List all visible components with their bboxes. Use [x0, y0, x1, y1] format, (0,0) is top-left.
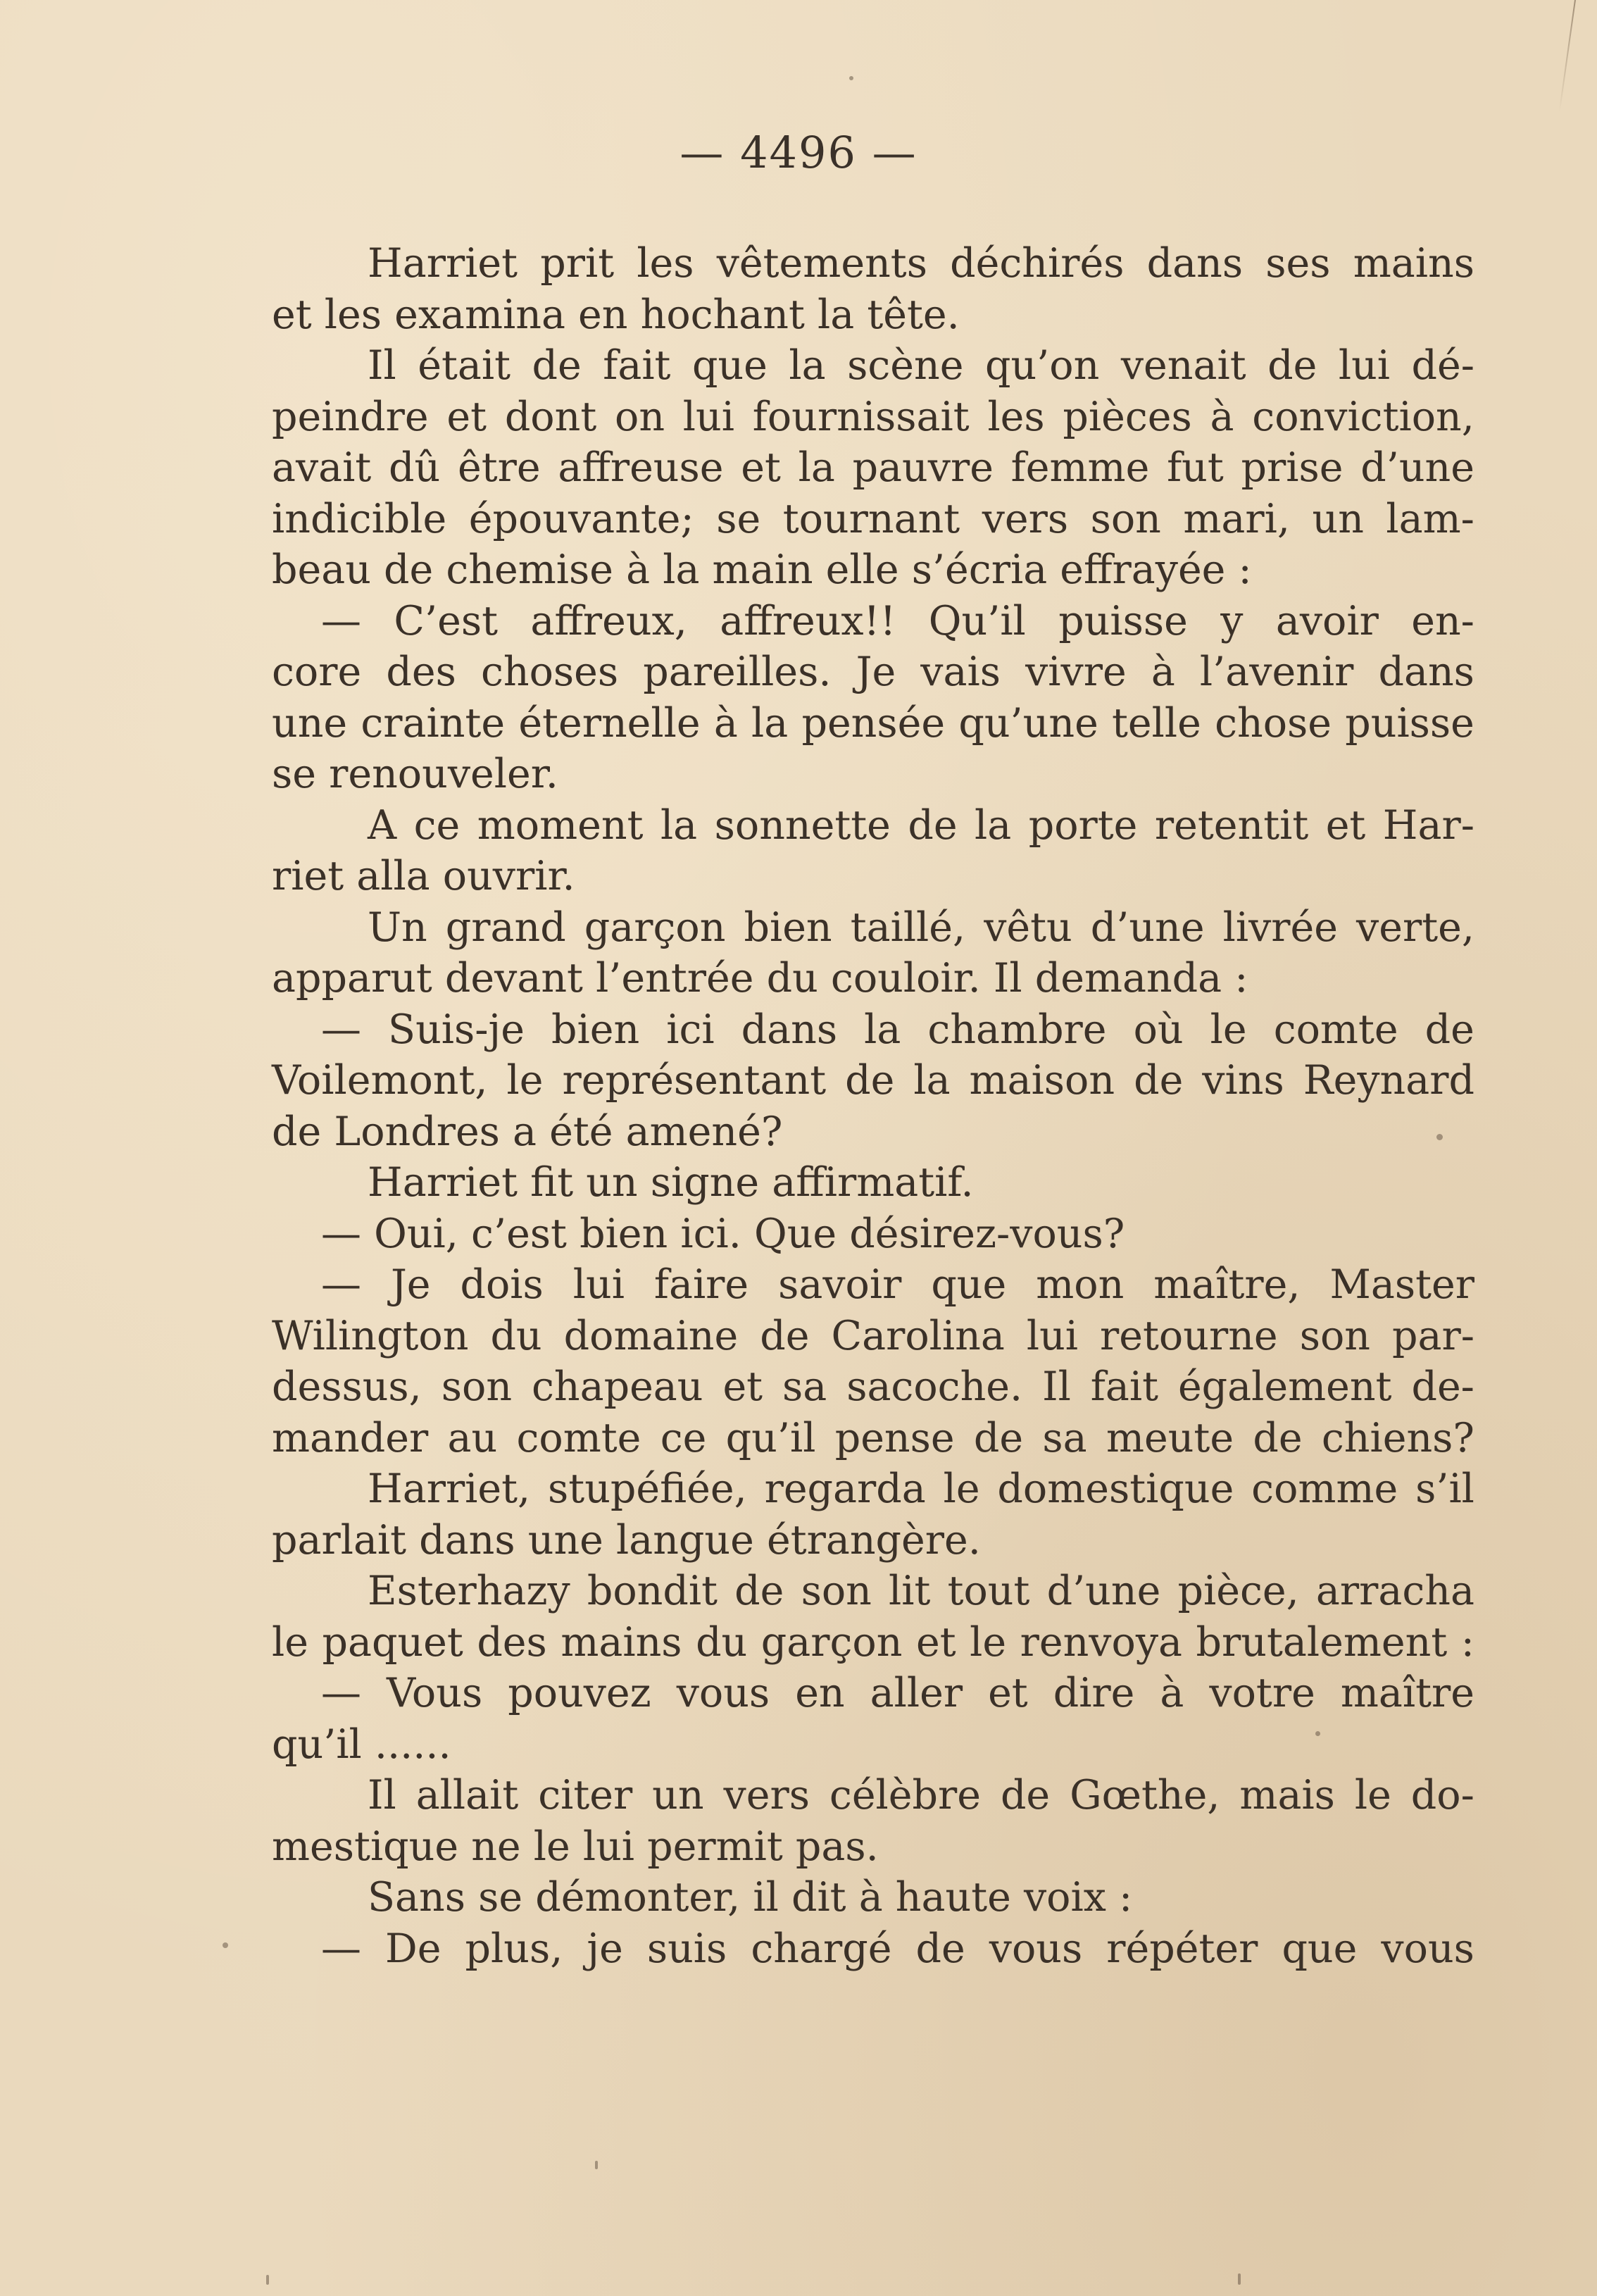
word: stupéfiée, — [548, 1466, 747, 1512]
word: dessus, — [272, 1364, 422, 1410]
word: sa — [1042, 1414, 1087, 1461]
word: je — [587, 1925, 623, 1972]
line-text: riet alla ouvrir. — [272, 853, 575, 899]
word: affreux, — [530, 597, 687, 644]
word: Har- — [1382, 801, 1474, 849]
text-line — [272, 1361, 1474, 1413]
word: regarda — [764, 1466, 926, 1512]
word: maison — [969, 1057, 1115, 1104]
word: le — [970, 1618, 1007, 1666]
word: Voilemont, — [272, 1057, 488, 1104]
word: à — [1160, 1670, 1184, 1716]
line-text: se renouveler. — [272, 751, 558, 797]
word: et — [446, 393, 487, 440]
word: fait — [1090, 1364, 1158, 1410]
word: une — [272, 699, 348, 747]
word: venait — [1120, 342, 1246, 389]
word: lui — [1026, 1312, 1079, 1359]
text-line — [272, 442, 1474, 494]
word: C’est — [394, 597, 499, 644]
word: votre — [1209, 1670, 1315, 1716]
word: vêtu — [984, 904, 1072, 951]
word: Carolina — [831, 1312, 1005, 1359]
word: lui — [572, 1261, 625, 1308]
word: son — [801, 1568, 872, 1614]
word: sonnette — [714, 801, 891, 849]
word: tout — [947, 1568, 1030, 1614]
word: Un — [368, 904, 427, 951]
word: de — [1253, 1414, 1303, 1461]
word: en — [795, 1670, 845, 1716]
line-text: — Oui, c’est bien ici. Que désirez-vous? — [321, 1210, 1125, 1257]
word: puisse — [1345, 699, 1474, 747]
word: Harriet — [368, 240, 518, 287]
word: mains — [560, 1618, 682, 1666]
word: affreux!! — [720, 597, 896, 644]
word: aller — [870, 1670, 963, 1716]
word: crainte — [361, 699, 506, 747]
word: garçon — [760, 1618, 903, 1666]
text-line — [272, 1821, 1474, 1873]
word: renvoya — [1020, 1618, 1183, 1666]
word: Harriet, — [368, 1466, 531, 1512]
text-line — [272, 1770, 1474, 1821]
word: en- — [1411, 597, 1474, 644]
word: De — [385, 1925, 441, 1972]
text-line — [272, 1311, 1474, 1362]
word: comme — [1251, 1466, 1398, 1512]
word: maître, — [1153, 1261, 1301, 1308]
word: le — [943, 1466, 980, 1512]
word: livrée — [1222, 904, 1338, 951]
word: y — [1220, 597, 1244, 644]
word: dû — [389, 444, 441, 491]
word: retourne — [1100, 1312, 1278, 1359]
word: Il — [1042, 1364, 1071, 1410]
paper-speck — [1238, 2273, 1241, 2285]
text-line — [272, 1259, 1474, 1311]
text-line — [272, 1106, 1474, 1158]
word: de- — [1411, 1364, 1474, 1410]
word: le — [272, 1618, 308, 1666]
word: garçon — [584, 904, 726, 951]
paper-speck — [1436, 1134, 1443, 1140]
word: être — [457, 444, 541, 491]
word: où — [1133, 1006, 1184, 1053]
word: puisse — [1058, 597, 1188, 644]
word: verte, — [1356, 904, 1474, 951]
word: pauvre — [852, 444, 994, 491]
word: conviction, — [1252, 393, 1474, 440]
word: vers — [982, 495, 1069, 542]
word: comte — [516, 1414, 641, 1461]
paper-speck — [223, 1942, 228, 1948]
word: Suis-je — [388, 1006, 525, 1053]
word: la — [789, 342, 826, 389]
word: savoir — [778, 1261, 902, 1308]
word: s’il — [1415, 1466, 1474, 1512]
word: son — [1090, 495, 1161, 542]
paper-speck — [1315, 1731, 1320, 1736]
word: faire — [653, 1261, 749, 1308]
text-line — [272, 1872, 1474, 1923]
word: allait — [415, 1772, 519, 1818]
word: dire — [1053, 1670, 1135, 1716]
text-line — [272, 647, 1474, 698]
word: chiens? — [1321, 1414, 1474, 1461]
word: brutalement — [1196, 1618, 1448, 1666]
text-line — [272, 1004, 1474, 1056]
line-text: parlait dans une langue étrangère. — [272, 1516, 981, 1564]
word: d’une — [1090, 904, 1205, 951]
word: la — [798, 444, 835, 491]
line-text: qu’il ...... — [272, 1721, 451, 1768]
word: et — [741, 444, 781, 491]
text-line — [272, 749, 1474, 800]
text-line — [272, 238, 1474, 289]
word: dans — [1146, 240, 1244, 287]
word: vivre — [1025, 649, 1127, 695]
word: maître — [1340, 1670, 1474, 1716]
word: pièces — [1063, 393, 1192, 440]
word: fournissait — [752, 393, 970, 440]
word: que — [1282, 1925, 1358, 1972]
word: vous — [989, 1925, 1083, 1972]
word: représentant — [562, 1057, 827, 1104]
text-line — [272, 340, 1474, 392]
text-line — [272, 289, 1474, 341]
word: moment — [477, 801, 644, 849]
word: fut — [1167, 444, 1224, 491]
word: Gœthe, — [1070, 1772, 1220, 1818]
word: porte — [1028, 801, 1138, 849]
word: avoir — [1275, 597, 1379, 644]
word: bien — [551, 1006, 640, 1053]
word: pensée — [801, 699, 946, 747]
word: pièce, — [1177, 1568, 1299, 1614]
line-text: beau de chemise à la main elle s’écria effrayée : — [272, 547, 1252, 593]
word: son — [1299, 1312, 1370, 1359]
word: qu’il — [725, 1414, 816, 1461]
word: bondit — [587, 1568, 718, 1614]
word: pense — [834, 1414, 955, 1461]
word: la — [975, 801, 1012, 849]
word: meute — [1106, 1414, 1234, 1461]
word: par- — [1392, 1312, 1474, 1359]
page-edge-mark — [1559, 0, 1576, 112]
word: le — [1354, 1772, 1391, 1818]
word: Je — [856, 649, 896, 695]
word: et — [988, 1670, 1028, 1716]
word: la — [913, 1057, 951, 1104]
word: — — [321, 1261, 361, 1308]
word: retentit — [1154, 801, 1309, 849]
word: plus, — [465, 1925, 563, 1972]
text-line — [272, 1157, 1474, 1209]
word: dé- — [1411, 342, 1474, 389]
word: du — [696, 1618, 748, 1666]
word: et — [915, 1618, 956, 1666]
word: Esterhazy — [368, 1568, 570, 1614]
word: épouvante; — [468, 495, 694, 542]
word: indicible — [272, 495, 447, 542]
word: pareilles. — [643, 649, 832, 695]
word: dont — [504, 393, 597, 440]
text-line — [272, 1668, 1474, 1719]
text-line — [272, 494, 1474, 545]
paper-speck — [849, 76, 853, 80]
word: vins — [1202, 1057, 1284, 1104]
word: célèbre — [829, 1772, 981, 1818]
word: comte — [1273, 1006, 1398, 1053]
word: des — [386, 649, 456, 695]
word: Reynard — [1303, 1057, 1474, 1104]
word: à — [713, 699, 738, 747]
word: sa — [782, 1364, 827, 1410]
word: du — [490, 1312, 542, 1359]
word: ses — [1265, 240, 1331, 287]
word: affreuse — [558, 444, 724, 491]
word: grand — [445, 904, 566, 951]
word: de — [734, 1568, 784, 1614]
text-line — [272, 800, 1474, 851]
word: Vous — [387, 1670, 483, 1716]
page-number: — 4496 — — [679, 127, 918, 178]
word: mon — [1036, 1261, 1125, 1308]
word: l’avenir — [1199, 649, 1354, 695]
word: ce — [660, 1414, 707, 1461]
word: ce — [413, 801, 461, 849]
word: bien — [744, 904, 832, 951]
word: de — [908, 801, 958, 849]
word: Qu’il — [928, 597, 1026, 644]
word: vous — [1381, 1925, 1474, 1972]
word: se — [716, 495, 761, 542]
word: de — [1000, 1772, 1051, 1818]
word: de — [1134, 1057, 1184, 1104]
word: était — [418, 342, 511, 389]
word: Wilington — [272, 1312, 469, 1359]
text-line — [272, 902, 1474, 954]
word: paquet — [322, 1618, 463, 1666]
word: que — [931, 1261, 1007, 1308]
text-line — [272, 1566, 1474, 1617]
paper-speck — [595, 2161, 598, 2169]
text-line — [272, 698, 1474, 749]
word: dans — [741, 1006, 838, 1053]
text-line — [272, 1719, 1474, 1771]
line-text: Sans se démonter, il dit à haute voix : — [368, 1874, 1133, 1921]
word: fait — [603, 342, 671, 389]
word: lam- — [1386, 495, 1474, 542]
word: que — [691, 342, 768, 389]
word: Master — [1329, 1261, 1474, 1308]
word: son — [441, 1364, 513, 1410]
text-line — [272, 1055, 1474, 1106]
word: : — [1460, 1618, 1474, 1666]
word: le — [506, 1057, 544, 1104]
text-line — [272, 1413, 1474, 1464]
word: mains — [1353, 240, 1474, 287]
word: la — [751, 699, 789, 747]
word: vous — [676, 1670, 770, 1716]
word: avait — [272, 444, 372, 491]
paper-speck — [266, 2275, 269, 2285]
word: mais — [1239, 1772, 1335, 1818]
text-line — [272, 1209, 1474, 1260]
word: taillé, — [850, 904, 966, 951]
word: vers — [723, 1772, 810, 1818]
word: à — [1151, 649, 1175, 695]
word: on — [615, 393, 665, 440]
word: de — [915, 1925, 965, 1972]
word: de — [973, 1414, 1024, 1461]
word: à — [1210, 393, 1234, 440]
word: mander — [272, 1414, 429, 1461]
word: d’une — [1360, 444, 1474, 491]
text-line — [272, 392, 1474, 443]
word: vêtements — [716, 240, 927, 287]
line-text: apparut devant l’entrée du couloir. Il demanda : — [272, 955, 1248, 1002]
word: arracha — [1315, 1568, 1474, 1614]
word: de — [1424, 1006, 1474, 1053]
line-text: mestique ne le lui permit pas. — [272, 1823, 879, 1870]
word: Il — [368, 342, 396, 389]
line-text: de Londres a été amené? — [272, 1108, 783, 1155]
word: de — [760, 1312, 810, 1359]
word: — — [321, 597, 361, 644]
word: de — [845, 1057, 895, 1104]
text-line — [272, 1617, 1474, 1668]
word: Je — [390, 1261, 431, 1308]
word: et — [722, 1364, 763, 1410]
word: peindre — [272, 393, 429, 440]
word: déchirés — [950, 240, 1125, 287]
word: prise — [1241, 444, 1344, 491]
word: un — [1312, 495, 1364, 542]
word: les — [637, 240, 694, 287]
word: au — [447, 1414, 498, 1461]
word: de — [532, 342, 582, 389]
word: dois — [460, 1261, 544, 1308]
text-line — [272, 851, 1474, 902]
word: domaine — [563, 1312, 739, 1359]
word: prit — [540, 240, 615, 287]
word: chambre — [927, 1006, 1107, 1053]
word: répéter — [1106, 1925, 1258, 1972]
word: suis — [646, 1925, 727, 1972]
word: et — [1325, 801, 1366, 849]
word: la — [660, 801, 698, 849]
word: chapeau — [531, 1364, 703, 1410]
word: tournant — [782, 495, 960, 542]
word: le — [1210, 1006, 1247, 1053]
word: domestique — [997, 1466, 1234, 1512]
word: les — [987, 393, 1045, 440]
word: choses — [480, 649, 619, 695]
word: citer — [538, 1772, 633, 1818]
word: lui — [1338, 342, 1391, 389]
word: de — [1267, 342, 1317, 389]
word: — — [321, 1925, 361, 1972]
body-text — [272, 238, 1474, 1974]
word: dans — [1378, 649, 1474, 695]
word: do- — [1410, 1772, 1474, 1818]
word: également — [1177, 1364, 1392, 1410]
word: qu’une — [958, 699, 1098, 747]
word: ici — [666, 1006, 715, 1053]
word: telle — [1112, 699, 1201, 747]
word: un — [652, 1772, 704, 1818]
word: sacoche. — [846, 1364, 1023, 1410]
text-line — [272, 1515, 1474, 1566]
word: lit — [889, 1568, 931, 1614]
word: chose — [1215, 699, 1332, 747]
word: — — [321, 1006, 361, 1053]
text-line — [272, 953, 1474, 1004]
word: — — [321, 1670, 361, 1716]
word: chargé — [751, 1925, 892, 1972]
word: Il — [368, 1772, 396, 1818]
word: femme — [1010, 444, 1150, 491]
text-line — [272, 596, 1474, 647]
text-line — [272, 1923, 1474, 1975]
word: qu’on — [984, 342, 1100, 389]
line-text: Harriet fit un signe affirmatif. — [368, 1159, 974, 1206]
word: lui — [682, 393, 734, 440]
text-line — [272, 544, 1474, 596]
text-line — [272, 1464, 1474, 1515]
word: la — [864, 1006, 901, 1053]
word: A — [368, 801, 397, 849]
word: mari, — [1183, 495, 1291, 542]
word: vais — [920, 649, 1001, 695]
word: des — [477, 1618, 547, 1666]
word: pouvez — [508, 1670, 651, 1716]
word: d’une — [1046, 1568, 1161, 1614]
word: scène — [847, 342, 964, 389]
word: core — [272, 649, 362, 695]
line-text: et les examina en hochant la tête. — [272, 291, 960, 338]
word: éternelle — [518, 699, 701, 747]
